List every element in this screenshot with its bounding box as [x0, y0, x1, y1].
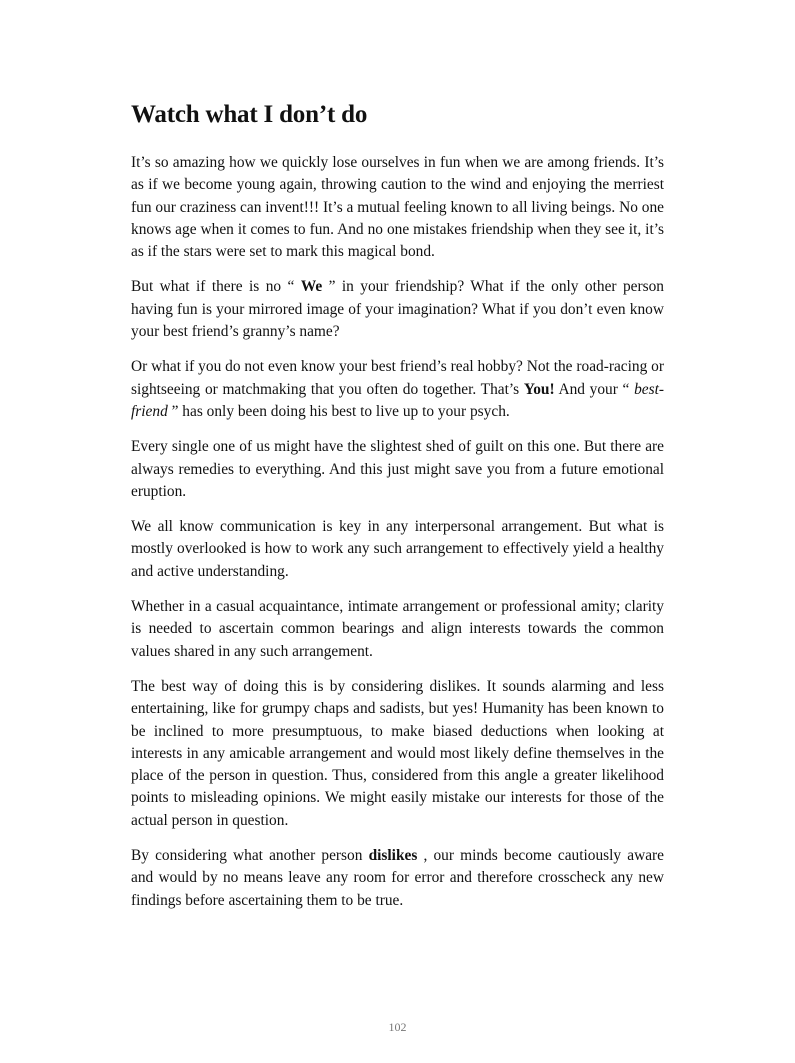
paragraph-4: Every single one of us might have the slightest shed of guilt on this one. But there are always remedies to everything. And this just might save you from a future emotional eruption. [131, 438, 664, 500]
paragraph-1: It’s so amazing how we quickly lose ourselves in fun when we are among friends. It’s as if we become young again, throwing caution to the wind and enjoying the merriest fun our craziness can invent!!! It’s a mutual feeling known to all living beings. No one knows age when it comes to fun. And no one mistakes friendship when they see it, it’s as if the stars were set to mark this magical bond. [131, 154, 664, 261]
paragraph-5: We all know communication is key in any interpersonal arrangement. But what is mostly overlooked is how to work any such arrangement to effectively yield a healthy and active understanding. [131, 518, 664, 580]
p3-text-b: And your “ [554, 380, 635, 398]
paragraph-3 [131, 356, 664, 423]
page-number: 102 [388, 1020, 407, 1034]
p8-text-b: , our minds become cautiously aware and would by no means leave any room for error and therefore crosscheck any new findings before ascertaining them to be true. [131, 847, 664, 909]
p8-emphasis-dislikes: dislikes [368, 847, 418, 865]
p3-text-c: ” has only been doing his best to live up to your psych. [167, 402, 510, 420]
paragraph-8 [131, 845, 664, 912]
page-title: Watch what I don’t do [131, 101, 368, 128]
paragraph-6: Whether in a casual acquaintance, intimate arrangement or professional amity; clarity is needed to ascertain common bearings and align interests towards the common values shared in any such arrangement. [131, 598, 664, 660]
p3-emphasis-best-friend: best-friend [131, 380, 664, 420]
p3-emphasis-you: You! [523, 380, 555, 398]
p8-text-a: By considering what another person [131, 847, 369, 865]
p2-text-b: ” in your friendship? What if the only other person having fun is your mirrored image of your imagination? What if you don’t even know your best friend’s granny’s name? [131, 278, 664, 341]
paragraph-7: The best way of doing this is by considering dislikes. It sounds alarming and less entertaining, like for grumpy chaps and sadists, but yes! Humanity has been known to be inclined to more presumptuous, to make biased deductions when looking at interests in any amicable arrangement and would most likely define themselves in the place of the person in question. Thus, considered from this angle a greater likelihood points to misleading opinions. We might easily mistake our interests for those of the actual person in question. [131, 677, 664, 829]
p2-emphasis-we: We [300, 278, 323, 296]
document-page [131, 100, 664, 925]
p3-text-a: Or what if you do not even know your best friend’s real hobby? Not the road-racing or sightseeing or matchmaking that you often do together. That’s [131, 358, 664, 398]
p2-text-a: But what if there is no “ [131, 278, 301, 296]
paragraph-2 [131, 276, 664, 343]
